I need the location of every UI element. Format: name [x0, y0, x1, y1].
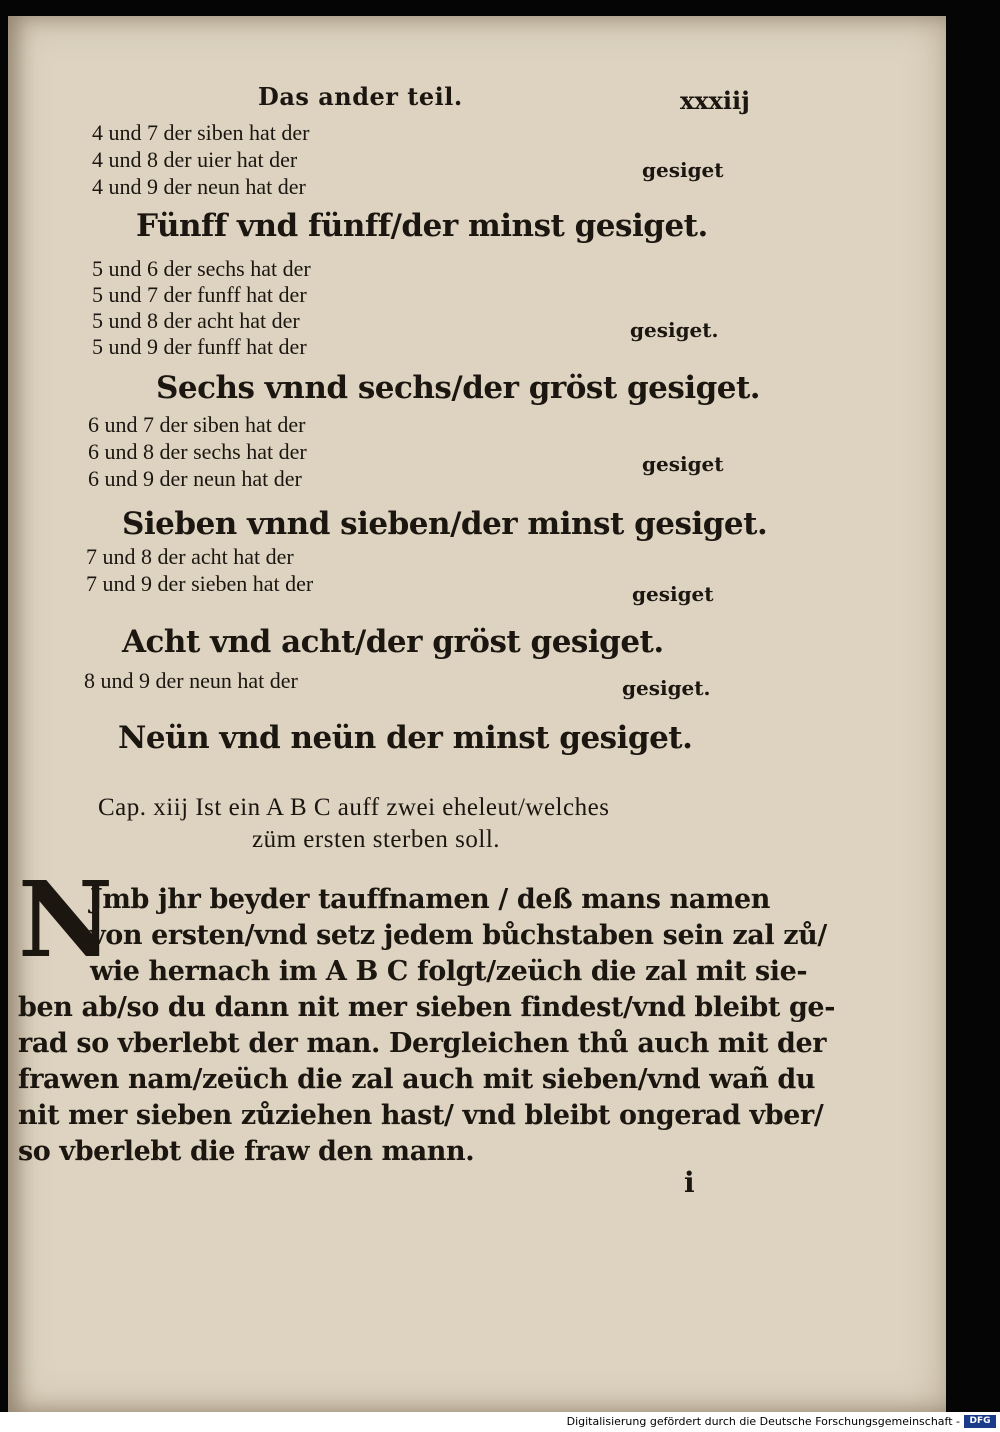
signature-mark: i — [684, 1166, 695, 1199]
body-line: rad so vberlebt der man. Dergleichen thů auch mit der — [18, 1028, 827, 1059]
body-line: ben ab/so du dann nit mer sieben findest/vnd bleibt ge- — [18, 992, 836, 1023]
body-line: so vberlebt die fraw den mann. — [18, 1136, 475, 1167]
body-line: von ersten/vnd setz jedem bůchstaben sein zal zů/ — [90, 920, 827, 951]
gesiget-label: gesiget — [642, 452, 724, 476]
section-heading: Sechs vnnd sechs/der gröst gesiget. — [156, 370, 761, 406]
paper-sheet — [8, 16, 946, 1412]
chapter-title: Cap. xiij Ist ein A B C auff zwei eheleut/welches — [98, 794, 610, 821]
gesiget-label: gesiget. — [622, 676, 711, 700]
table-row: 5 und 6 der sechs hat der — [92, 256, 311, 281]
body-line: wie hernach im A B C folgt/zeüch die zal mit sie- — [90, 956, 808, 987]
dfg-logo: DFG — [964, 1415, 996, 1428]
table-row: 5 und 9 der funff hat der — [92, 334, 307, 359]
table-row: 4 und 9 der neun hat der — [92, 174, 306, 199]
section-heading: Sieben vnnd sieben/der minst gesiget. — [122, 506, 768, 542]
footer-credit: Digitalisierung gefördert durch die Deutsche Forschungsgemeinschaft - — [566, 1415, 960, 1428]
final-heading: Neün vnd neün der minst gesiget. — [118, 720, 693, 756]
table-row: 5 und 7 der funff hat der — [92, 282, 307, 307]
section-heading: Fünff vnd fünff/der minst gesiget. — [136, 208, 708, 244]
gesiget-label: gesiget — [642, 158, 724, 182]
section-heading: Acht vnd acht/der gröst gesiget. — [122, 624, 664, 660]
footer-bar — [0, 1412, 1000, 1432]
table-row: 5 und 8 der acht hat der — [92, 308, 300, 333]
body-line: nit mer sieben zůziehen hast/ vnd bleibt ongerad vber/ — [18, 1100, 824, 1131]
table-row: 4 und 8 der uier hat der — [92, 147, 298, 172]
table-row: 7 und 9 der sieben hat der — [86, 571, 314, 596]
gesiget-label: gesiget. — [630, 318, 719, 342]
chapter-title-continuation: züm ersten sterben soll. — [252, 826, 501, 853]
gesiget-label: gesiget — [632, 582, 714, 606]
body-line: Jmb jhr beyder tauffnamen / deß mans namen — [90, 884, 771, 915]
body-line: frawen nam/zeüch die zal auch mit sieben/vnd wañ du — [18, 1064, 816, 1095]
table-row: 7 und 8 der acht hat der — [86, 544, 294, 569]
folio-number: xxxiij — [680, 86, 750, 115]
running-title: Das ander teil. — [258, 82, 463, 111]
drop-cap-initial: N — [18, 858, 114, 981]
table-row: 6 und 8 der sechs hat der — [88, 439, 307, 464]
table-row: 6 und 9 der neun hat der — [88, 466, 302, 491]
table-row: 8 und 9 der neun hat der — [84, 668, 298, 693]
table-row: 4 und 7 der siben hat der — [92, 120, 310, 145]
table-row: 6 und 7 der siben hat der — [88, 412, 306, 437]
